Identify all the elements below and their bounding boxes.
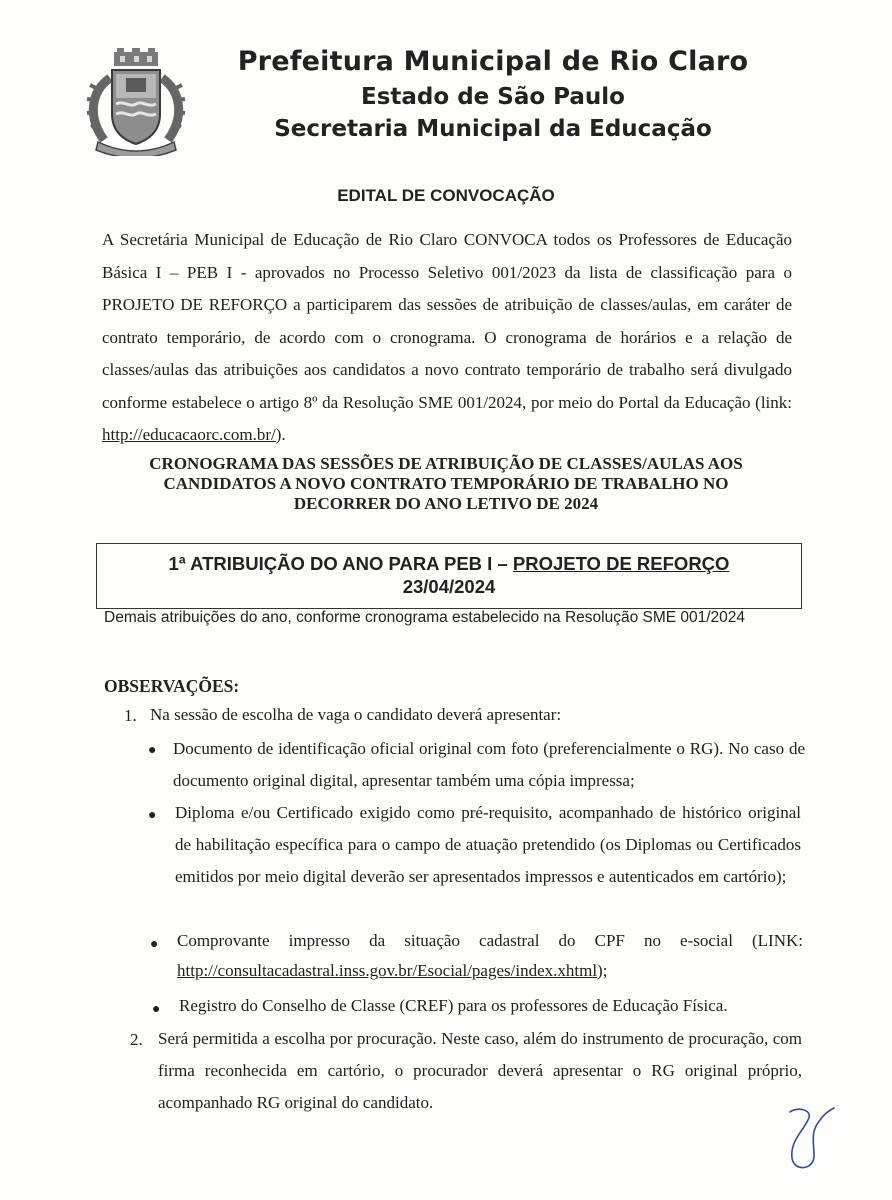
portal-link[interactable]: http://educacaorc.com.br/ <box>102 425 276 444</box>
secretariat-name: Secretaria Municipal da Educação <box>274 116 712 142</box>
item-1-number: 1. <box>124 706 137 725</box>
cronograma-heading <box>108 454 784 514</box>
cpf-link-suffix: ); <box>597 961 608 980</box>
intro-suffix: ). <box>275 425 286 444</box>
item-2-text: Será permitida a escolha por procuração. Neste caso, além do instrumento de procuração, com firma reconhecida em cartório, o procurador deverá apresentar o RG original próprio, acompanhado RG original do candidato. <box>158 1029 802 1112</box>
bullet-icon: ● <box>148 808 157 823</box>
prefecture-name: Prefeitura Municipal de Rio Claro <box>237 46 749 77</box>
atribuicao-box <box>96 543 802 609</box>
bullet-cpf-link-line <box>177 955 803 987</box>
bullet-cref-registration: Registro do Conselho de Classe (CREF) para os professores de Educação Física. <box>179 996 728 1015</box>
edital-title: EDITAL DE CONVOCAÇÃO <box>337 186 555 205</box>
item-2-number: 2. <box>130 1030 143 1049</box>
atribuicao-heading <box>97 552 801 575</box>
bullet-diploma: Diploma e/ou Certificado exigido como pré-requisito, acompanhado de histórico original de habilitação específica para o campo de atuação pretendido (os Diplomas ou Certificados emitidos por meio digital deverão ser apresentados impressos e autenticados em cartório); <box>175 803 801 886</box>
cronograma-line-1: CRONOGRAMA DAS SESSÕES DE ATRIBUIÇÃO DE CLASSES/AULAS AOS <box>149 454 743 473</box>
atribuicao-project: PROJETO DE REFORÇO <box>512 553 730 574</box>
bullet-icon: ● <box>148 743 157 758</box>
bullet-identification-document: Documento de identificação oficial original com foto (preferencialmente o RG). No caso de documento original digital, apresentar também uma cópia impressa; <box>173 739 805 790</box>
intro-text: A Secretária Municipal de Educação de Rio Claro CONVOCA todos os Professores de Educação Básica I – PEB I - aprovados no Processo Seletivo 001/2023 da lista de classificação para o PROJETO DE REFORÇO a participarem das sessões de atribuição de classes/aulas, em caráter de contrato temporário, de acordo com o cronograma. O cronograma de horários e a relação de classes/aulas das atribuições aos candidatos a novo contrato temporário de trabalho será divulgado conforme estabelece o artigo 8º da Resolução SME 001/2024, por meio do Portal da Educação (link: <box>102 230 792 412</box>
cronograma-line-3: DECORRER DO ANO LETIVO DE 2024 <box>293 494 599 513</box>
letterhead <box>198 44 788 144</box>
handwritten-initial <box>780 1102 840 1174</box>
bullet-icon: ● <box>150 937 159 952</box>
cpf-consult-link[interactable]: http://consultacadastral.inss.gov.br/Esocial/pages/index.xhtml <box>177 961 598 980</box>
bullet-icon: ● <box>152 1002 161 1017</box>
bullet-cpf-proof: Comprovante impresso da situação cadastral do CPF no e-social (LINK: <box>177 931 803 950</box>
observacoes-title: OBSERVAÇÕES: <box>104 676 240 696</box>
atribuicao-prefix: 1ª ATRIBUIÇÃO DO ANO PARA PEB I – <box>168 553 513 574</box>
demais-atribuicoes-note: Demais atribuições do ano, conforme cronograma estabelecido na Resolução SME 001/2024 <box>104 609 746 626</box>
atribuicao-date: 23/04/2024 <box>402 576 496 597</box>
municipal-coat-of-arms <box>84 48 188 156</box>
item-1-text: Na sessão de escolha de vaga o candidato deverá apresentar: <box>150 705 562 724</box>
cronograma-line-2: CANDIDATOS A NOVO CONTRATO TEMPORÁRIO DE TRABALHO NO <box>163 474 729 493</box>
intro-paragraph <box>102 224 792 452</box>
state-name: Estado de São Paulo <box>361 84 625 110</box>
